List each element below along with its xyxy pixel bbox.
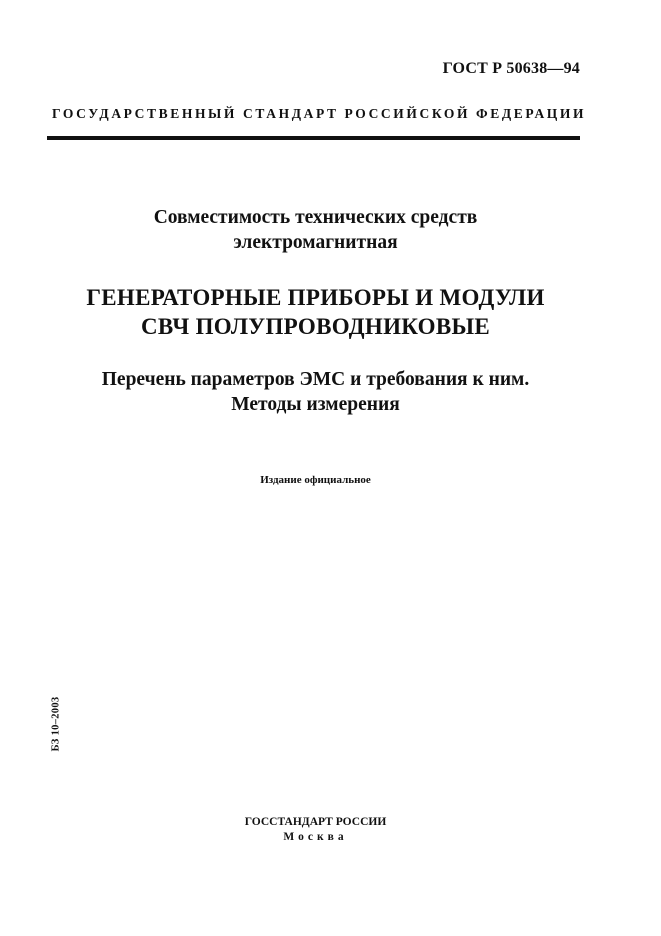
document-subtitle-line-2: Методы измерения (231, 394, 400, 415)
standard-category-line-1: Совместимость технических средств (153, 207, 478, 228)
document-subtitle-line-1: Перечень параметров ЭМС и требования к ним. (101, 369, 530, 390)
edition-label: Издание официальное (260, 474, 371, 486)
header-rule (47, 136, 580, 140)
publisher-city: Москва (283, 831, 348, 843)
document-number: ГОСТ Р 50638—94 (442, 60, 580, 77)
publisher-name: ГОССТАНДАРТ РОССИИ (244, 816, 387, 828)
publisher-block (0, 815, 631, 845)
main-title-line-1: ГЕНЕРАТОРНЫЕ ПРИБОРЫ И МОДУЛИ (86, 285, 545, 310)
main-title (0, 283, 631, 341)
main-title-line-2: СВЧ ПОЛУПРОВОДНИКОВЫЕ (140, 314, 491, 339)
side-code: БЗ 10–2003 (50, 696, 62, 752)
state-standard-heading: ГОСУДАРСТВЕННЫЙ СТАНДАРТ РОССИЙСКОЙ ФЕДЕРАЦИИ (52, 106, 587, 121)
document-subtitle (0, 367, 631, 417)
standard-category-line-2: электромагнитная (233, 232, 398, 253)
standard-category (0, 205, 631, 255)
